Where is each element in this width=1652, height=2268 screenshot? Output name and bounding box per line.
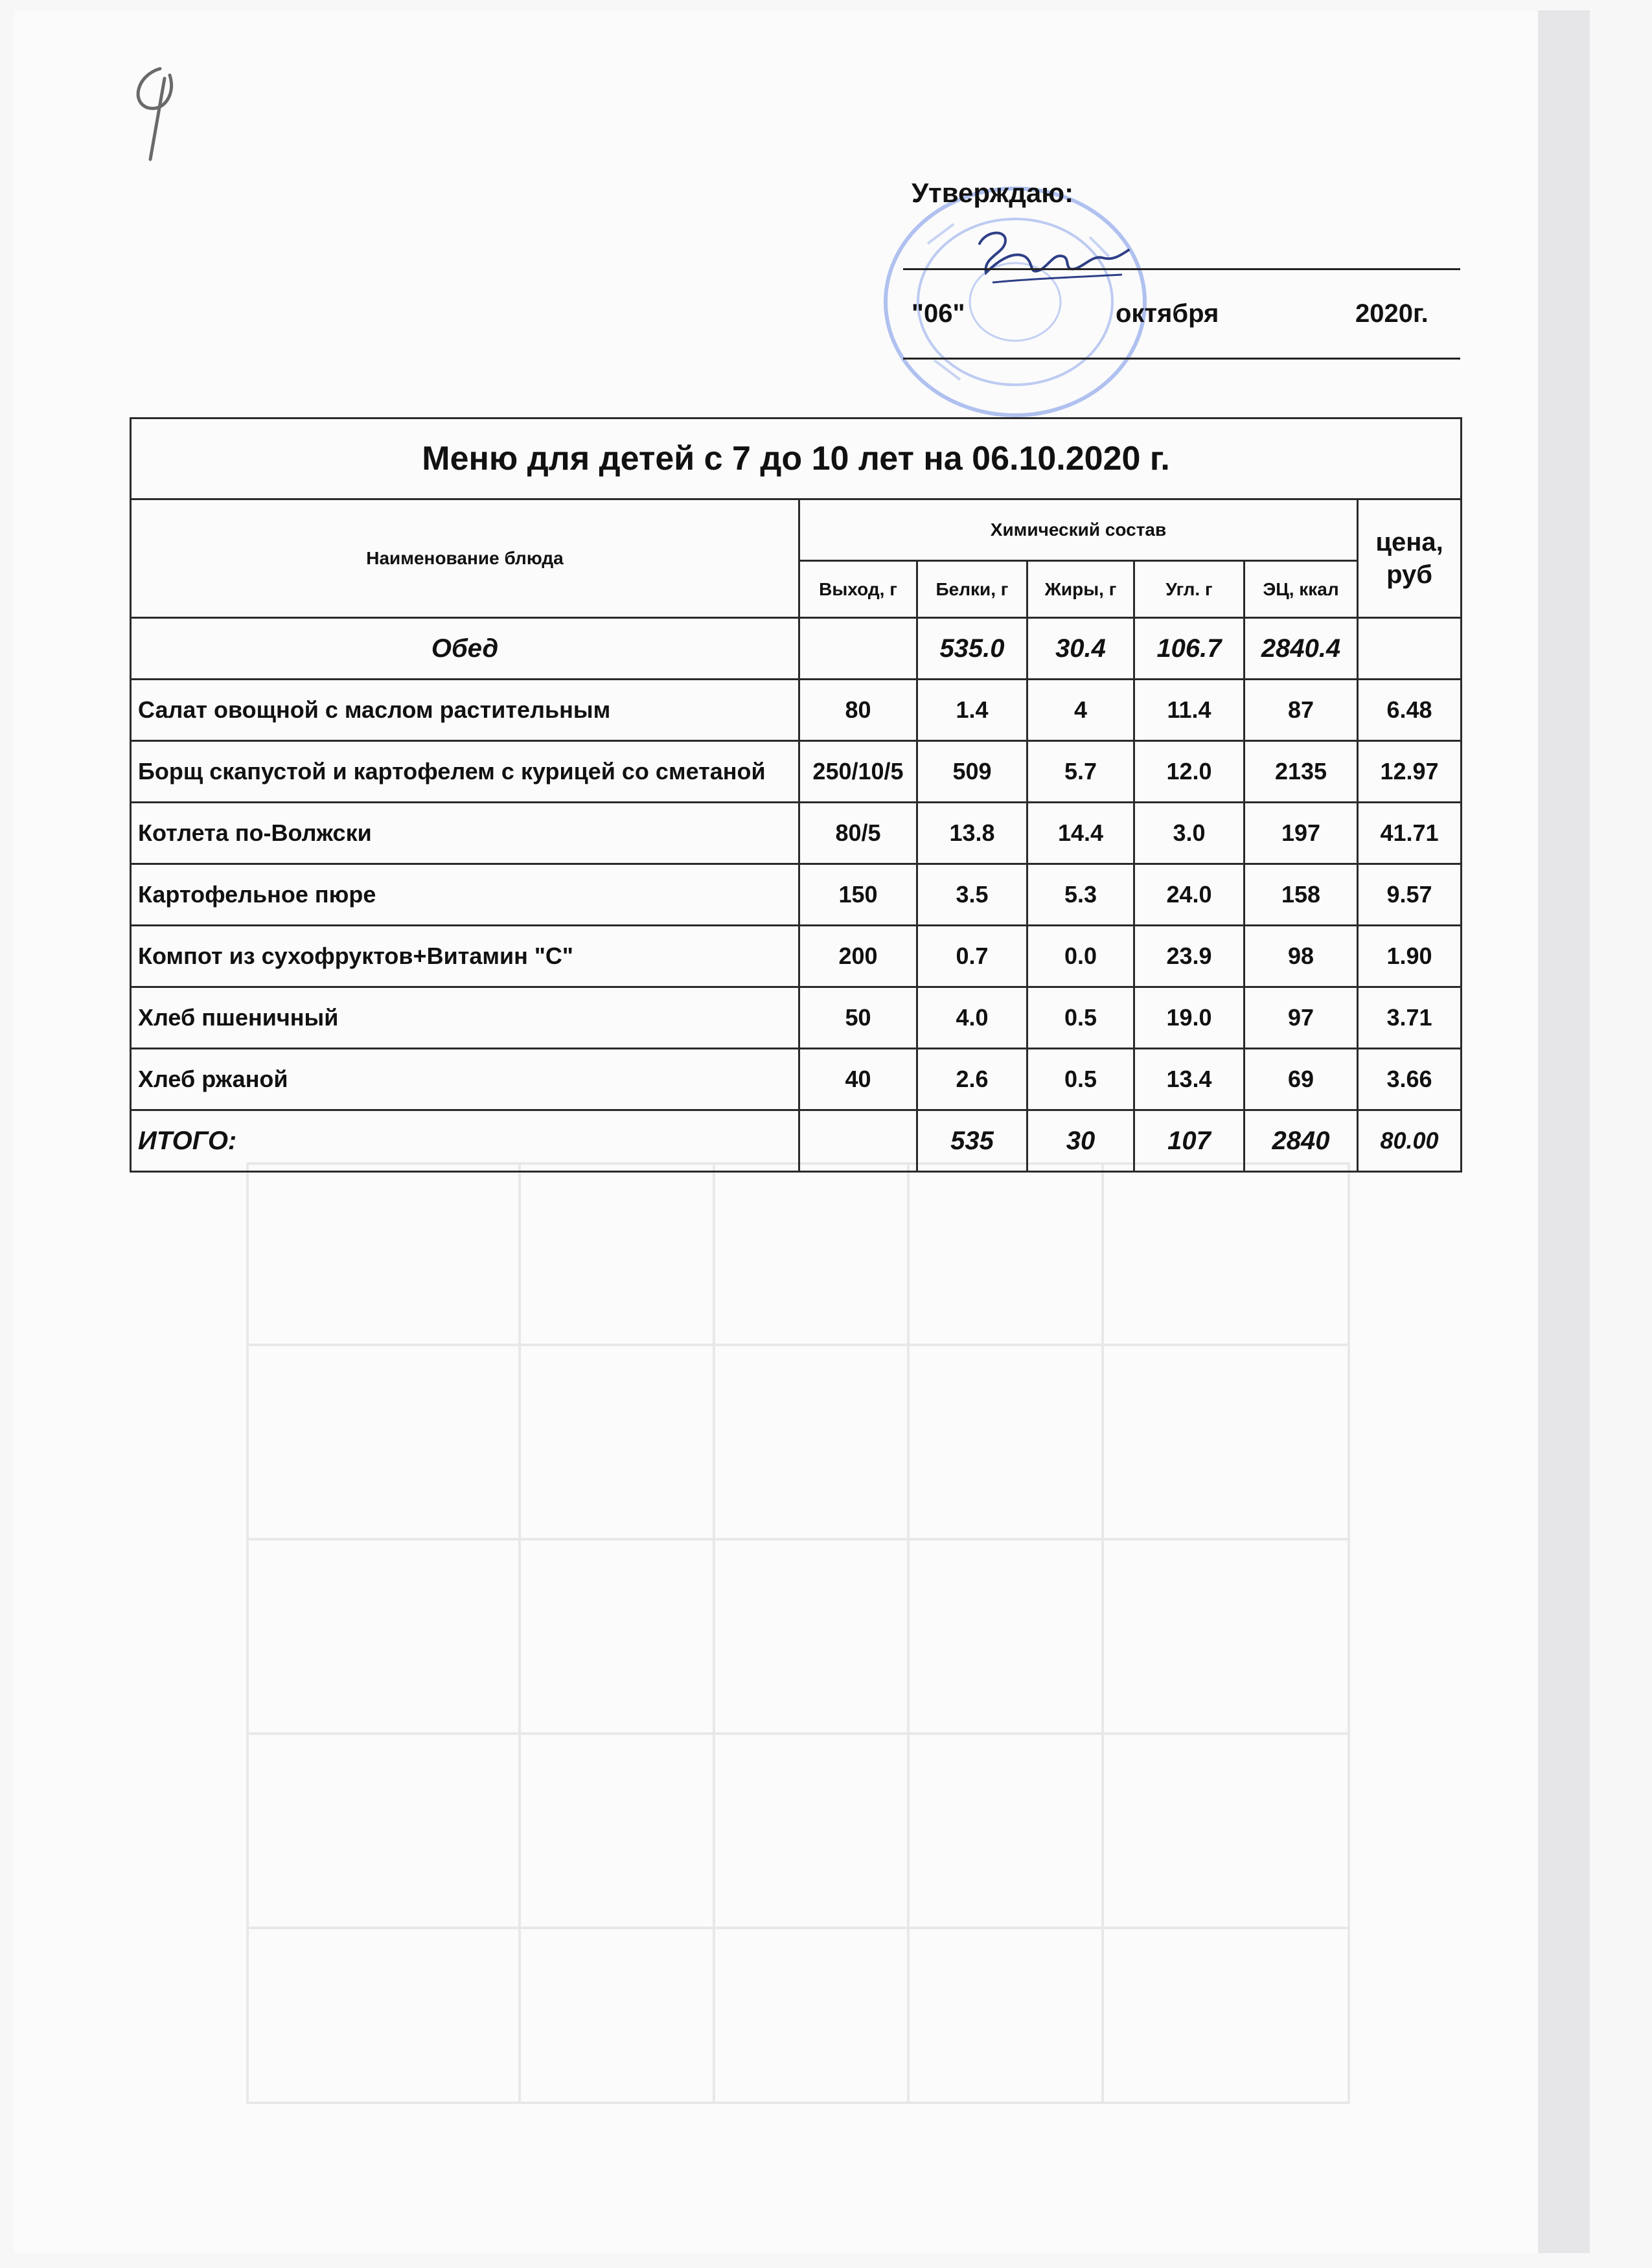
section-price: [1358, 618, 1462, 680]
dish-name: Борщ скапустой и картофелем с курицей со сметаной: [131, 741, 799, 803]
dish-carbs: 19.0: [1134, 987, 1245, 1049]
handwritten-signature: [967, 218, 1135, 295]
dish-name: Компот из сухофруктов+Витамин "С": [131, 926, 799, 987]
table-row: [131, 1049, 1462, 1110]
table-row: [131, 680, 1462, 741]
header-price: цена, руб: [1358, 499, 1462, 618]
header-col-yield: Выход, г: [799, 561, 917, 618]
dish-protein: 13.8: [917, 803, 1027, 864]
dish-energy: 2135: [1245, 741, 1358, 803]
table-row: [131, 987, 1462, 1049]
dish-yield: 50: [799, 987, 917, 1049]
dish-carbs: 24.0: [1134, 864, 1245, 926]
dish-name: Картофельное пюре: [131, 864, 799, 926]
header-col-fat: Жиры, г: [1027, 561, 1134, 618]
signature-line: [903, 268, 1460, 270]
header-dish-name: Наименование блюда: [131, 499, 799, 618]
dish-fat: 5.3: [1027, 864, 1134, 926]
table-row: [131, 864, 1462, 926]
dish-energy: 97: [1245, 987, 1358, 1049]
dish-fat: 0.5: [1027, 987, 1134, 1049]
section-protein: 535.0: [917, 618, 1027, 680]
dish-yield: 80/5: [799, 803, 917, 864]
total-energy: 2840: [1245, 1110, 1358, 1172]
dish-energy: 158: [1245, 864, 1358, 926]
dish-price: 41.71: [1358, 803, 1462, 864]
dish-price: 3.71: [1358, 987, 1462, 1049]
dish-yield: 150: [799, 864, 917, 926]
dish-price: 12.97: [1358, 741, 1462, 803]
dish-protein: 0.7: [917, 926, 1027, 987]
header-chem-group: Химический состав: [799, 499, 1358, 561]
section-energy: 2840.4: [1245, 618, 1358, 680]
dish-carbs: 12.0: [1134, 741, 1245, 803]
total-carbs: 107: [1134, 1110, 1245, 1172]
dish-fat: 0.0: [1027, 926, 1134, 987]
dish-fat: 4: [1027, 680, 1134, 741]
approval-month: октября: [1116, 299, 1219, 328]
dish-protein: 3.5: [917, 864, 1027, 926]
dish-name: Салат овощной с маслом растительным: [131, 680, 799, 741]
table-row: [131, 926, 1462, 987]
dish-energy: 69: [1245, 1049, 1358, 1110]
menu-title: Меню для детей с 7 до 10 лет на 06.10.2020 г.: [131, 418, 1462, 499]
dish-yield: 40: [799, 1049, 917, 1110]
dish-protein: 4.0: [917, 987, 1027, 1049]
dish-name: Хлеб пшеничный: [131, 987, 799, 1049]
section-label: Обед: [131, 618, 799, 680]
header-col-energy: ЭЦ, ккал: [1245, 561, 1358, 618]
dish-name: Котлета по-Волжски: [131, 803, 799, 864]
dish-carbs: 23.9: [1134, 926, 1245, 987]
menu-table: [130, 417, 1462, 1173]
dish-yield: 200: [799, 926, 917, 987]
dish-fat: 5.7: [1027, 741, 1134, 803]
dish-carbs: 11.4: [1134, 680, 1245, 741]
handwritten-page-mark: [124, 62, 202, 166]
dish-yield: 80: [799, 680, 917, 741]
dish-price: 6.48: [1358, 680, 1462, 741]
approval-year: 2020г.: [1355, 299, 1428, 328]
header-col-protein: Белки, г: [917, 561, 1027, 618]
total-protein: 535: [917, 1110, 1027, 1172]
dish-carbs: 13.4: [1134, 1049, 1245, 1110]
dish-protein: 2.6: [917, 1049, 1027, 1110]
table-row: [131, 741, 1462, 803]
section-fat: 30.4: [1027, 618, 1134, 680]
dish-fat: 0.5: [1027, 1049, 1134, 1110]
dish-carbs: 3.0: [1134, 803, 1245, 864]
dish-name: Хлеб ржаной: [131, 1049, 799, 1110]
total-price: 80.00: [1358, 1110, 1462, 1172]
header-col-carbs: Угл. г: [1134, 561, 1245, 618]
dish-energy: 98: [1245, 926, 1358, 987]
approval-title: Утверждаю:: [912, 178, 1074, 208]
table-row: [131, 803, 1462, 864]
dish-price: 1.90: [1358, 926, 1462, 987]
total-fat: 30: [1027, 1110, 1134, 1172]
dish-fat: 14.4: [1027, 803, 1134, 864]
approval-day: "06": [912, 299, 965, 328]
dish-energy: 197: [1245, 803, 1358, 864]
date-line: [903, 358, 1460, 360]
dish-price: 3.66: [1358, 1049, 1462, 1110]
total-label: ИТОГО:: [131, 1110, 799, 1172]
document-page: [14, 10, 1590, 2253]
dish-protein: 509: [917, 741, 1027, 803]
dish-protein: 1.4: [917, 680, 1027, 741]
section-carbs: 106.7: [1134, 618, 1245, 680]
reverse-side-bleed-through: [131, 1151, 1427, 2122]
dish-yield: 250/10/5: [799, 741, 917, 803]
dish-energy: 87: [1245, 680, 1358, 741]
section-yield: [799, 618, 917, 680]
dish-price: 9.57: [1358, 864, 1462, 926]
section-row-lunch: [131, 618, 1462, 680]
